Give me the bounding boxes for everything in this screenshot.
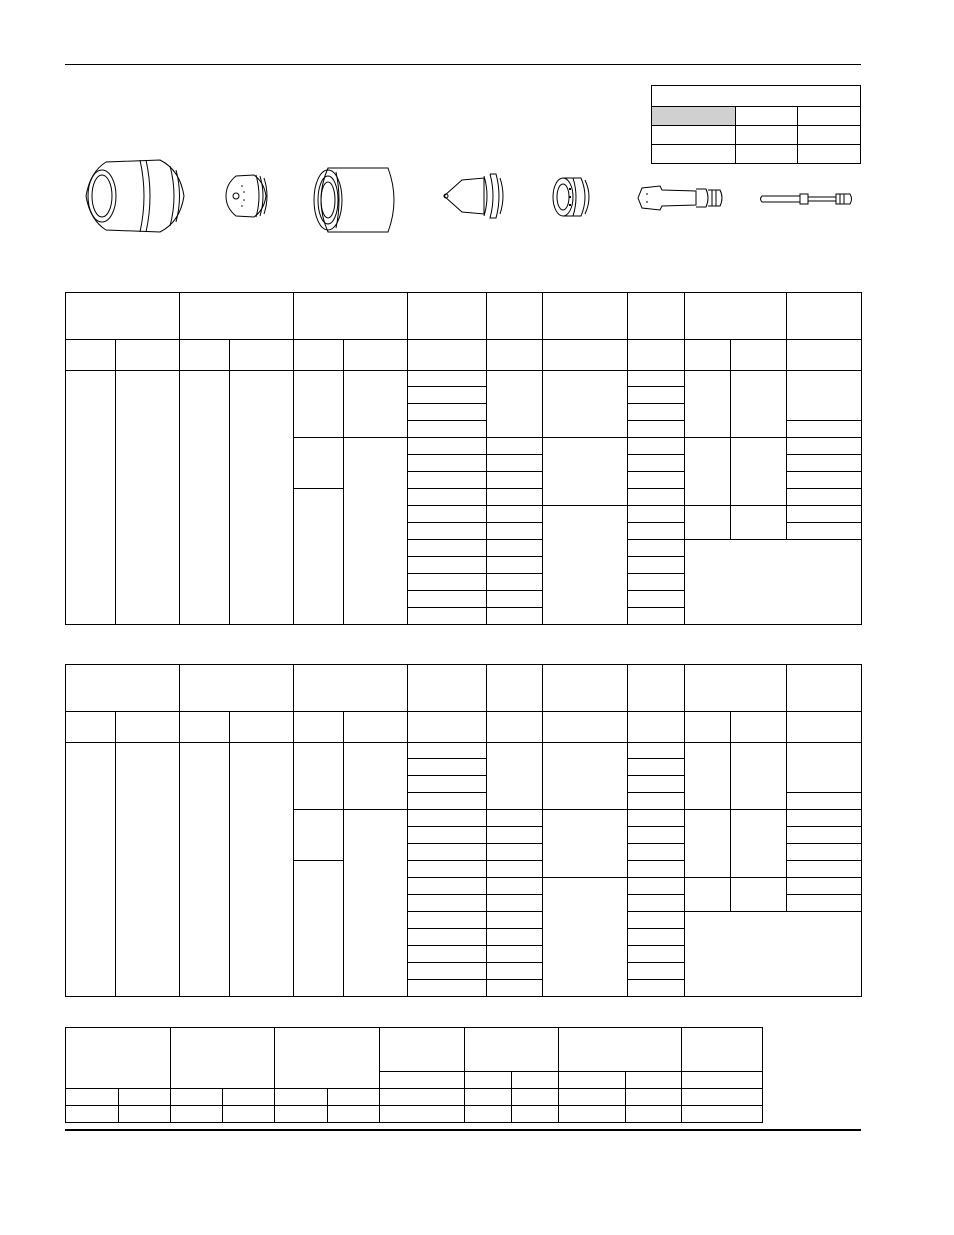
table-cell (685, 665, 787, 712)
table-cell (543, 506, 628, 625)
table-cell (119, 1089, 171, 1106)
table-row (66, 1089, 763, 1106)
table-cell (628, 523, 685, 540)
table-row (66, 340, 862, 371)
table-cell (628, 455, 685, 472)
table-cell (628, 472, 685, 489)
table-cell (628, 421, 685, 438)
table-cell (628, 793, 685, 810)
table-cell (180, 340, 230, 371)
table-cell (230, 712, 294, 743)
table-cell (465, 1089, 512, 1106)
table-cell (408, 574, 487, 591)
table-cell (787, 489, 862, 506)
table-cell (116, 743, 180, 997)
table-cell (628, 895, 685, 912)
table-row (652, 126, 861, 145)
table-cell (487, 946, 543, 963)
shield-cap-icon (222, 170, 272, 222)
table-cell (380, 1089, 465, 1106)
table-cell (487, 438, 543, 455)
table-cell (487, 665, 543, 712)
table-cell (294, 340, 344, 371)
table-cell (685, 712, 731, 743)
table-cell (223, 1106, 275, 1123)
table-cell (275, 1028, 380, 1089)
table-cell (408, 712, 487, 743)
table-cell (487, 506, 543, 523)
table-cell (543, 743, 628, 810)
table-cell (787, 438, 862, 455)
table-cell (559, 1072, 626, 1089)
table-cell (294, 665, 408, 712)
table-cell (685, 878, 731, 912)
table-cell (685, 340, 731, 371)
table-cell (487, 912, 543, 929)
table-row (66, 371, 862, 387)
table-cell (180, 743, 230, 997)
table-cell (798, 107, 861, 126)
table-cell (66, 743, 116, 997)
table-cell (408, 455, 487, 472)
table-cell (787, 371, 862, 421)
swirl-ring-icon (549, 174, 597, 220)
table-cell (787, 455, 862, 472)
table-cell (408, 743, 487, 759)
table-cell (628, 665, 685, 712)
retaining-cap-icon (306, 164, 404, 236)
table-cell (487, 895, 543, 912)
table-cell (465, 1072, 512, 1089)
table-cell (487, 743, 543, 810)
table-cell (408, 861, 487, 878)
table-cell (787, 895, 862, 912)
table-cell (408, 810, 487, 827)
table-cell (628, 827, 685, 844)
table-cell (408, 895, 487, 912)
table-row (652, 107, 861, 126)
table-cell (731, 371, 787, 438)
table-cell (487, 712, 543, 743)
table-cell (408, 387, 487, 404)
table-cell (685, 293, 787, 340)
table-cell (380, 1028, 465, 1072)
table-cell (628, 540, 685, 557)
table-cell (731, 438, 787, 506)
table-cell (685, 810, 731, 878)
table-cell (628, 878, 685, 895)
table-cell (487, 861, 543, 878)
table-cell (408, 827, 487, 844)
table-cell (512, 1072, 559, 1089)
table-cell (344, 340, 408, 371)
table-cell (787, 523, 862, 540)
table-cell (652, 107, 736, 126)
table-cell (628, 776, 685, 793)
table-cell (465, 1106, 512, 1123)
table-cell (543, 665, 628, 712)
table-cell (408, 371, 487, 387)
table-cell (408, 759, 487, 776)
table-cell (487, 489, 543, 506)
table-cell (512, 1089, 559, 1106)
table-cell (408, 293, 487, 340)
table-cell (682, 1089, 763, 1106)
table-cell (628, 743, 685, 759)
table-cell (180, 293, 294, 340)
table-cell (731, 712, 787, 743)
table-cell (408, 793, 487, 810)
table-cell (628, 963, 685, 980)
table-cell (685, 371, 731, 438)
table-cell (171, 1089, 223, 1106)
table-cell (787, 712, 862, 743)
table-cell (408, 844, 487, 861)
table-cell (487, 929, 543, 946)
cut-chart-table-2 (65, 664, 862, 997)
footer-rule (65, 1129, 861, 1131)
table-cell (628, 759, 685, 776)
legend-table (651, 85, 861, 164)
table-cell (116, 340, 180, 371)
table-cell (230, 340, 294, 371)
table-cell (180, 665, 294, 712)
table-cell (685, 438, 731, 506)
table-cell (628, 712, 685, 743)
table-cell (66, 371, 116, 625)
table-cell (408, 506, 487, 523)
table-cell (731, 340, 787, 371)
table-cell (628, 340, 685, 371)
table-cell (787, 472, 862, 489)
table-cell (798, 126, 861, 145)
table-cell (685, 540, 862, 625)
table-cell (628, 557, 685, 574)
table-cell (787, 878, 862, 895)
table-cell (626, 1106, 682, 1123)
table-cell (465, 1028, 559, 1072)
table-cell (294, 293, 408, 340)
table-cell (685, 912, 862, 997)
table-cell (380, 1072, 465, 1089)
table-cell (408, 912, 487, 929)
table-cell (116, 371, 180, 625)
table-cell (731, 878, 787, 912)
table-cell (736, 107, 798, 126)
table-cell (628, 489, 685, 506)
table-cell (223, 1089, 275, 1106)
table-cell (628, 912, 685, 929)
table-cell (628, 293, 685, 340)
table-cell (408, 421, 487, 438)
table-cell (487, 293, 543, 340)
table-cell (787, 421, 862, 438)
table-cell (66, 1106, 119, 1123)
table-cell (275, 1089, 328, 1106)
table-cell (180, 371, 230, 625)
table-cell (787, 793, 862, 810)
table-cell (731, 743, 787, 810)
table-cell (294, 712, 344, 743)
table-cell (543, 340, 628, 371)
table-row (66, 293, 862, 340)
table-cell (628, 844, 685, 861)
table-cell (408, 946, 487, 963)
shield-icon (80, 152, 192, 240)
table-cell (559, 1089, 626, 1106)
electrode-icon (636, 180, 728, 216)
table-cell (628, 861, 685, 878)
table-cell (487, 963, 543, 980)
table-cell (487, 557, 543, 574)
table-cell (230, 371, 294, 625)
table-cell (408, 472, 487, 489)
table-cell (344, 438, 408, 625)
table-cell (559, 1028, 682, 1072)
table-cell (66, 712, 116, 743)
table-row (652, 86, 861, 107)
table-cell (180, 712, 230, 743)
table-cell (628, 946, 685, 963)
table-cell (344, 712, 408, 743)
table-cell (66, 293, 180, 340)
table-cell (487, 455, 543, 472)
table-cell (408, 438, 487, 455)
table-cell (408, 878, 487, 895)
table-cell (344, 810, 408, 997)
table-cell (559, 1106, 626, 1123)
table-cell (408, 489, 487, 506)
table-cell (487, 878, 543, 895)
table-cell (294, 743, 344, 810)
table-cell (487, 608, 543, 625)
table-cell (682, 1028, 763, 1072)
table-cell (628, 591, 685, 608)
header-rule (65, 64, 861, 65)
table-cell (487, 340, 543, 371)
table-cell (787, 844, 862, 861)
table-cell (628, 608, 685, 625)
table-cell (628, 387, 685, 404)
water-tube-icon (758, 188, 856, 210)
table-cell (736, 126, 798, 145)
table-cell (487, 591, 543, 608)
table-cell (543, 878, 628, 997)
table-cell (543, 438, 628, 506)
table-cell (736, 145, 798, 164)
table-cell (685, 506, 731, 540)
table-cell (294, 371, 344, 438)
table-cell (787, 861, 862, 878)
table-cell (487, 827, 543, 844)
table-cell (628, 506, 685, 523)
table-cell (487, 844, 543, 861)
table-cell (294, 861, 344, 997)
table-row (66, 712, 862, 743)
table-cell (230, 743, 294, 997)
table-cell (408, 523, 487, 540)
table-cell (787, 665, 862, 712)
table-cell (66, 340, 116, 371)
table-cell (682, 1072, 763, 1089)
table-cell (787, 743, 862, 793)
table-cell (487, 980, 543, 997)
table-cell (787, 827, 862, 844)
table-row (652, 145, 861, 164)
table-cell (543, 712, 628, 743)
table-cell (66, 665, 180, 712)
table-cell (731, 810, 787, 878)
table-cell (543, 371, 628, 438)
table-cell (487, 540, 543, 557)
table-cell (294, 489, 344, 625)
table-cell (408, 980, 487, 997)
table-cell (380, 1106, 465, 1123)
table-cell (628, 404, 685, 421)
table-cell (682, 1106, 763, 1123)
table-cell (487, 574, 543, 591)
table-row (66, 1106, 763, 1123)
table-cell (487, 472, 543, 489)
table-cell (408, 557, 487, 574)
table-cell (731, 506, 787, 540)
table-cell (275, 1106, 328, 1123)
table-cell (119, 1106, 171, 1123)
table-cell (652, 126, 736, 145)
table-cell (344, 371, 408, 438)
table-cell (628, 980, 685, 997)
table-cell (408, 591, 487, 608)
table-row (66, 665, 862, 712)
table-cell (787, 340, 862, 371)
table-row (66, 743, 862, 759)
table-cell (787, 506, 862, 523)
table-cell (408, 340, 487, 371)
table-cell (626, 1089, 682, 1106)
table-cell (408, 665, 487, 712)
table-cell (408, 963, 487, 980)
table-cell (628, 438, 685, 455)
table-cell (171, 1106, 223, 1123)
table-cell (787, 810, 862, 827)
table-cell (344, 743, 408, 810)
table-cell (328, 1106, 380, 1123)
table-cell (408, 540, 487, 557)
table-cell (543, 810, 628, 878)
table-cell (116, 712, 180, 743)
table-cell (543, 293, 628, 340)
table-cell (628, 574, 685, 591)
table-cell (685, 743, 731, 810)
table-cell (487, 810, 543, 827)
table-cell (512, 1106, 559, 1123)
table-cell (408, 929, 487, 946)
cut-chart-table-1 (65, 292, 862, 625)
cut-chart-table-3 (65, 1027, 763, 1123)
table-cell (408, 404, 487, 421)
table-cell (628, 929, 685, 946)
table-cell (626, 1072, 682, 1089)
table-cell (487, 371, 543, 438)
nozzle-icon (440, 170, 510, 222)
table-row (66, 1028, 763, 1072)
table-cell (798, 145, 861, 164)
table-cell (294, 810, 344, 861)
table-cell (652, 145, 736, 164)
table-cell (408, 608, 487, 625)
table-cell (628, 371, 685, 387)
table-cell (628, 810, 685, 827)
table-cell (294, 438, 344, 489)
table-cell (487, 523, 543, 540)
table-cell (171, 1028, 275, 1089)
table-cell (66, 1089, 119, 1106)
table-cell (408, 776, 487, 793)
table-cell (66, 1028, 171, 1089)
table-cell (328, 1089, 380, 1106)
table-cell (787, 293, 862, 340)
table-cell (652, 86, 861, 107)
